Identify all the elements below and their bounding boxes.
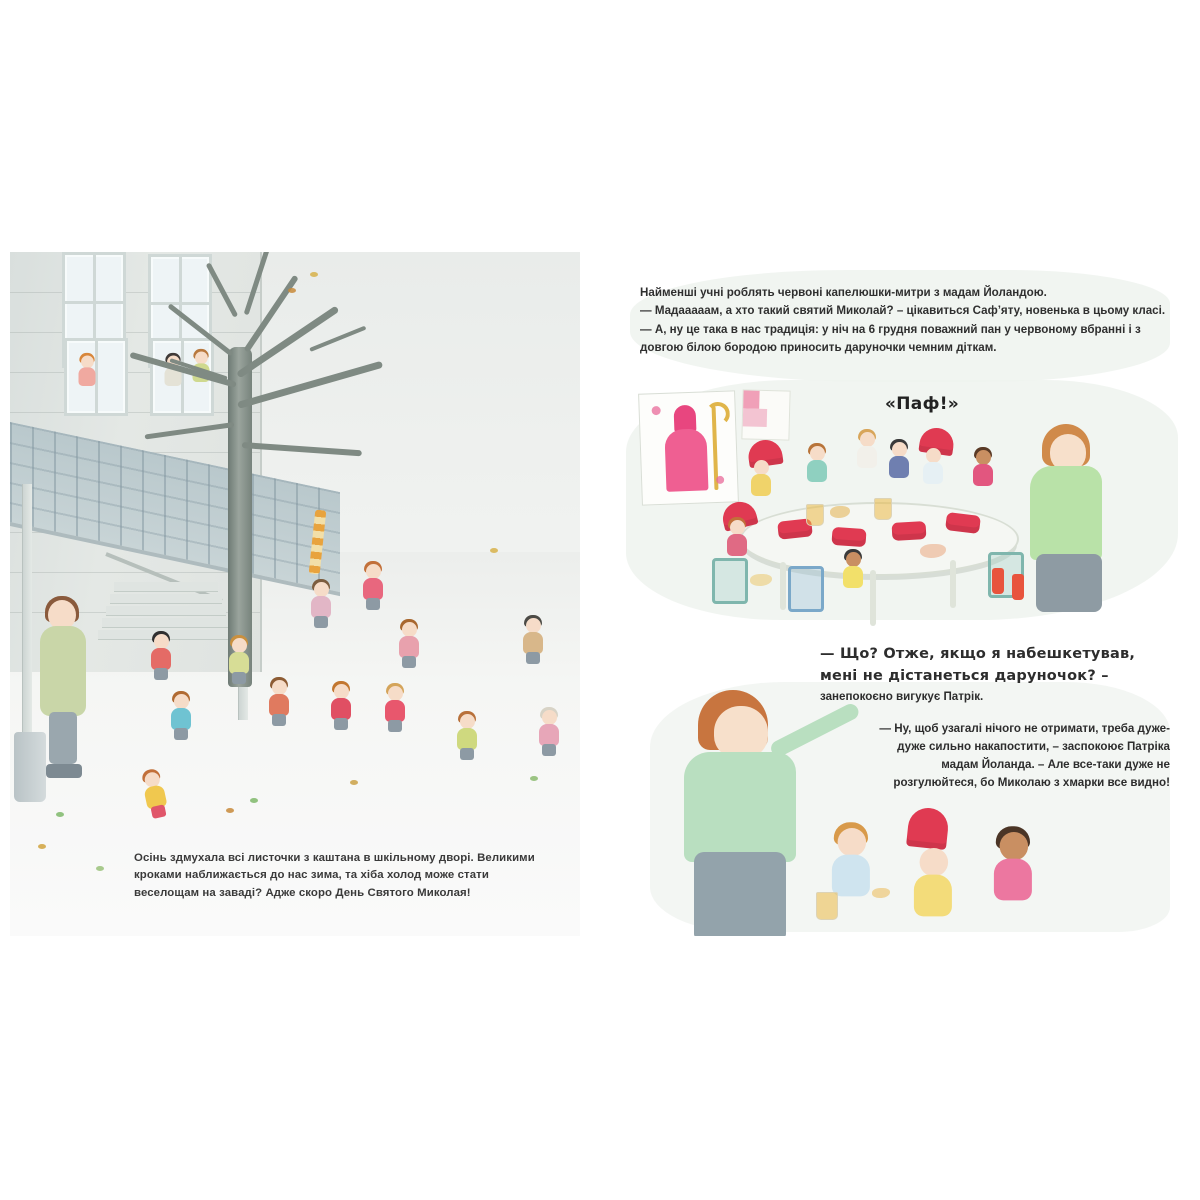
fallen-leaf <box>226 808 234 813</box>
right-page-top-text <box>640 284 1170 357</box>
paper-mitre-on-table <box>831 527 866 547</box>
child-at-table <box>806 446 828 492</box>
fallen-leaf <box>288 288 296 293</box>
patrick-line-3: занепокоєно вигукує Патрік. <box>820 689 984 703</box>
glue-bottle <box>992 568 1004 594</box>
teacher-skirt <box>694 852 786 936</box>
fallen-leaf <box>96 866 104 871</box>
right-page <box>620 252 1190 936</box>
fallen-leaf <box>250 798 258 803</box>
saint-nicholas-poster <box>638 390 739 505</box>
poster-heart <box>716 476 724 484</box>
classroom-chair <box>788 566 824 612</box>
teacher-pointing <box>680 690 800 936</box>
child-playing <box>330 684 352 730</box>
right-page-bottom-text: — Ну, щоб узагалі нічого не отримати, треба дуже-дуже сильно накапостити, – заспокоює Патріка мадам Йоланда. – Але все-таки дуже не розгулюйтеся, бо Миколаю з хмарки все видно! <box>879 722 1170 789</box>
child-at-table <box>856 432 878 478</box>
adult-boots <box>46 764 82 778</box>
table-leg <box>870 570 876 626</box>
child-at-table <box>750 460 772 506</box>
fallen-leaf <box>56 812 64 817</box>
wall-drawing <box>741 389 790 440</box>
teacher-madame-jolande-kneeling <box>1028 424 1104 614</box>
child-at-table <box>888 442 910 488</box>
patrick-line-2: мені не дістанеться даруночок? – <box>820 667 1109 684</box>
trash-can <box>14 732 46 802</box>
patrick-line-1: — Що? Отже, якщо я набешкетував, <box>820 646 1136 662</box>
paragraph-3: — А, ну це така в нас традиція: у ніч на 6 грудня поважний пан у червоному вбранні і з довгою білою бородою приносить даруночки чемним діткам. <box>640 322 1141 354</box>
child-playing <box>384 686 406 732</box>
paragraph-2: — Мадааааам, а хто такий святий Миколай? – цікавиться Сафʼяту, новенька в цьому класі. <box>640 304 1166 318</box>
child-playing <box>456 714 478 760</box>
child-at-table <box>972 450 994 496</box>
child-playing <box>538 710 560 756</box>
child-playing <box>150 634 172 680</box>
left-page <box>10 252 580 936</box>
teacher-body <box>1030 466 1102 560</box>
fallen-leaf <box>530 776 538 781</box>
poster-heart <box>652 406 661 415</box>
child-bottom-scene <box>912 848 954 935</box>
fallen-leaf <box>38 844 46 849</box>
child-at-table <box>922 448 944 494</box>
teacher-sweater <box>684 752 796 862</box>
child-playing <box>228 638 250 684</box>
glue-bottle <box>1012 574 1024 600</box>
kid-in-window-1 <box>78 355 97 394</box>
adult-in-green-coat <box>40 600 86 775</box>
paragraph-1: Найменші учні роблять червоні капелюшки-митри з мадам Йоландою. <box>640 286 1047 299</box>
teacher-legs <box>1036 554 1102 612</box>
child-playing <box>522 618 544 664</box>
child-bottom-scene <box>992 832 1034 919</box>
left-page-caption: Осінь здмухала всі листочки з каштана в шкільному дворі. Великими кроками наближається до нас зима, та хіба холод може стати веселощам на заваді? Адже скоро День Святого Миколая! <box>134 852 535 899</box>
child-playing <box>310 582 332 628</box>
teacher-face <box>714 706 768 758</box>
classroom-chair <box>712 558 748 604</box>
crozier-curl <box>705 402 730 427</box>
child-playing <box>268 680 290 726</box>
robe-shape <box>664 428 708 491</box>
child-playing <box>362 564 384 610</box>
child-playing <box>398 622 420 668</box>
paint-cup <box>816 892 838 920</box>
child-playing <box>170 694 192 740</box>
child-at-table <box>842 552 864 598</box>
table-leg <box>780 562 786 610</box>
fallen-leaf <box>490 548 498 553</box>
table-leg <box>950 560 956 608</box>
fallen-leaf <box>350 780 358 785</box>
sound-effect-paf: «Паф!» <box>885 394 960 414</box>
mitre-shape <box>674 405 697 432</box>
porch-post-left <box>22 484 32 754</box>
paint-cup <box>806 504 824 526</box>
paint-cup <box>874 498 892 520</box>
fallen-leaf <box>310 272 318 277</box>
paper-mitre-on-table <box>892 521 927 541</box>
small-robe-shape <box>743 408 767 427</box>
small-mitre-shape <box>743 390 759 408</box>
right-page-middle-text <box>820 644 1170 705</box>
